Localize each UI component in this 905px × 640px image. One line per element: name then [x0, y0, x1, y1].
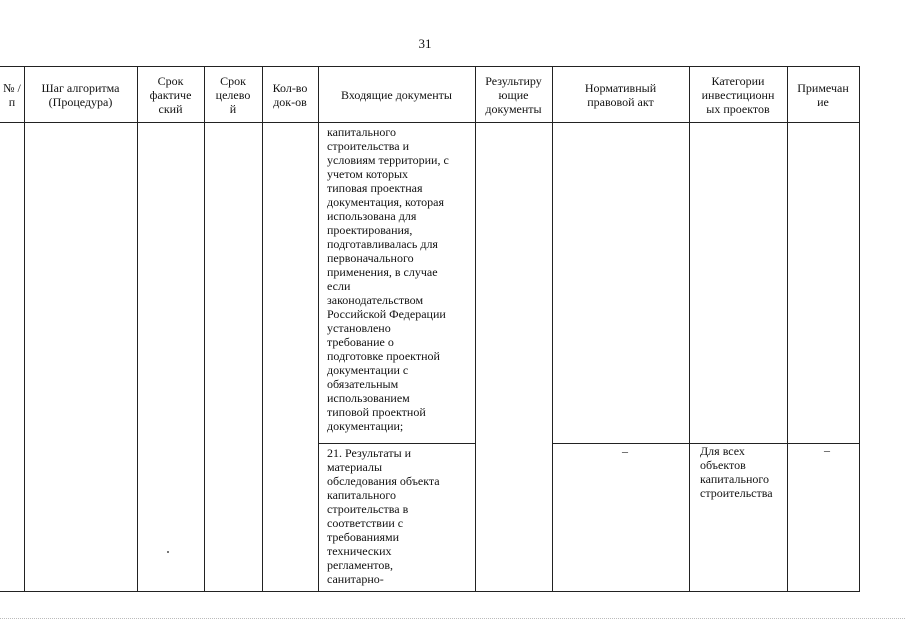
header-target-term: Срок целево й [215, 73, 251, 116]
project-category-cell: Для всех объектов капитального строительства [700, 444, 773, 500]
column-divider [262, 67, 263, 591]
header-normative-act: Нормативный правовой акт [584, 80, 657, 109]
column-divider [204, 67, 205, 591]
incoming-documents-cell: капитального строительства и условиям территории, с учетом которых типовая проектная документация, которая использована для проектирования, подготавливалась для первоначального применения, в случае если законодательством Российской Федерации установлено требование о подготовке проектной документации с обязательным использованием типовой проектной документации; [327, 125, 449, 433]
note-cell: – [824, 443, 830, 457]
incoming-documents-cell: 21. Результаты и материалы обследования объекта капитального строительства в соответствии с требованиями технических регламентов, санитарно- [327, 446, 440, 586]
column-divider [137, 67, 138, 591]
column-divider [859, 67, 860, 591]
column-divider [787, 67, 788, 591]
header-document-count: Кол-во док-ов [272, 80, 308, 109]
column-divider [475, 67, 476, 591]
normative-act-cell: – [622, 444, 628, 458]
column-divider [24, 67, 25, 591]
header-number: № /п [3, 80, 21, 109]
header-step: Шаг алгоритма (Процедура) [41, 80, 120, 109]
algorithm-table [0, 66, 860, 592]
page-number: 31 [418, 36, 432, 51]
header-project-categories: Категории инвестиционн ых проектов [701, 73, 775, 116]
scan-edge-line [0, 618, 905, 619]
column-divider [318, 67, 319, 591]
header-result-documents: Результиру ющие документы [485, 73, 542, 116]
row-divider [318, 443, 475, 444]
header-actual-term: Срок фактиче ский [149, 73, 192, 116]
header-divider [0, 122, 860, 123]
header-incoming-documents: Входящие документы [341, 87, 452, 102]
scan-speck [167, 551, 169, 553]
header-note: Примечан ие [797, 80, 849, 109]
column-divider [689, 67, 690, 591]
column-divider [552, 67, 553, 591]
